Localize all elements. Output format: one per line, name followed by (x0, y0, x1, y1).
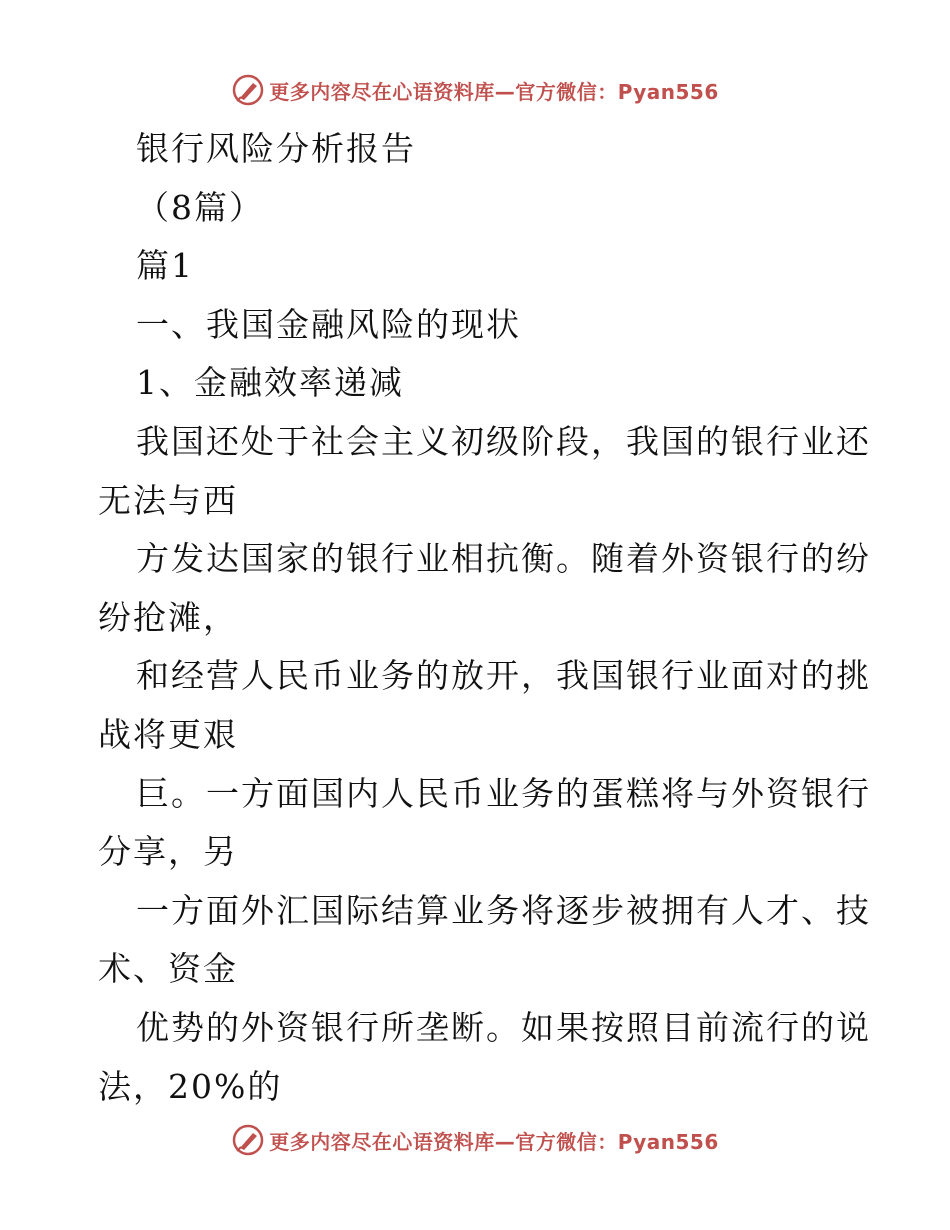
document-body (98, 120, 871, 1116)
paragraph-line: 分享，另 (98, 832, 238, 872)
paragraph-line: 术、资金 (98, 949, 238, 989)
chapter-heading: 一、我国金融风险的现状 (136, 304, 521, 344)
pen-nib-logo-icon (231, 1123, 265, 1157)
paragraph-line: 一方面外汇国际结算业务将逐步被拥有人才、技 (136, 890, 871, 930)
paragraph-line: 优势的外资银行所垄断。如果按照目前流行的说 (136, 1007, 871, 1047)
paragraph-line: 无法与西 (98, 480, 238, 520)
paragraph-line: 我国还处于社会主义初级阶段，我国的银行业还 (136, 421, 871, 461)
paragraph-line: 法，20%的 (98, 1066, 283, 1106)
section-heading: 篇1 (136, 246, 194, 286)
footer-banner (0, 1120, 950, 1160)
subsection-heading: 1、金融效率递减 (136, 363, 404, 403)
pen-nib-logo-icon (231, 73, 265, 107)
paragraph-line: 和经营人民币业务的放开，我国银行业面对的挑 (136, 656, 871, 696)
paragraph-line: 纷抢滩， (98, 597, 238, 637)
header-banner-text: 更多内容尽在心语资料库—官方微信：Pyan556 (269, 79, 719, 104)
paragraph-line: 巨。一方面国内人民币业务的蛋糕将与外资银行 (136, 773, 871, 813)
paragraph-line: 战将更艰 (98, 714, 238, 754)
doc-subtitle: （8篇） (136, 187, 264, 227)
header-banner (0, 70, 950, 110)
paragraph-line: 方发达国家的银行业相抗衡。随着外资银行的纷 (136, 539, 871, 579)
doc-title: 银行风险分析报告 (136, 129, 416, 168)
footer-banner-text: 更多内容尽在心语资料库—官方微信：Pyan556 (269, 1129, 719, 1154)
